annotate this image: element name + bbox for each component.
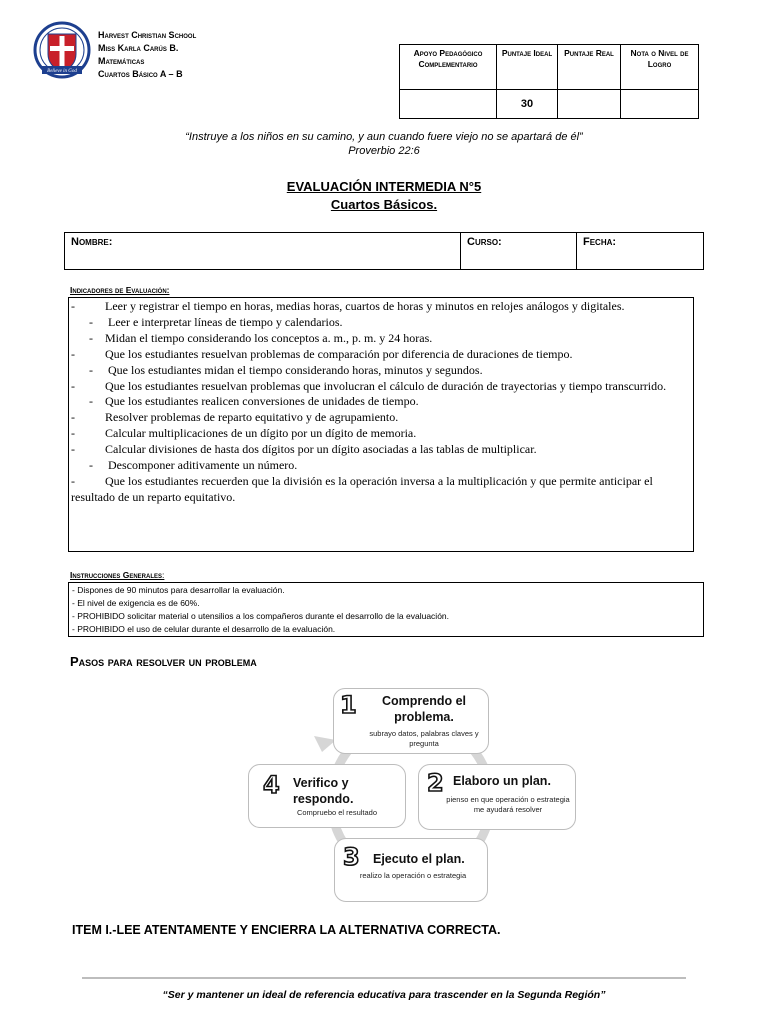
instructions-box (68, 582, 704, 637)
step-2-title: Elaboro un plan. (453, 774, 551, 788)
score-value-ideal: 30 (497, 90, 558, 119)
teacher-name: Miss Karla Carús B. (98, 43, 179, 53)
indicators-heading: Indicadores de Evaluación: (70, 285, 170, 295)
score-header-real: Puntaje Real (558, 45, 621, 90)
score-value-apoyo[interactable] (400, 90, 497, 119)
indicator-item: - Calcular divisiones de hasta dos dígitos por un dígito asociadas a las tablas de multiplicar. (71, 442, 537, 457)
indicator-item: - Resolver problemas de reparto equitativo y de agrupamiento. (71, 410, 399, 425)
score-header-ideal: Puntaje Ideal (497, 45, 558, 90)
quote-text: “Instruye a los niños en su camino, y aun cuando fuere viejo no se apartará de él” (185, 131, 583, 143)
date-field[interactable] (577, 233, 703, 269)
step-3-card (334, 838, 488, 902)
course-label: Curso: (467, 236, 502, 248)
steps-diagram (244, 684, 578, 910)
school-info (98, 29, 196, 81)
exam-title: EVALUACIÓN INTERMEDIA N°5 (286, 179, 482, 194)
student-info-box (64, 232, 704, 270)
school-name: Harvest Christian School (98, 30, 197, 40)
step-2-number-icon: 2 (427, 769, 444, 797)
step-1-title: Comprendo el problema. (381, 694, 467, 724)
school-crest-logo (33, 20, 91, 82)
indicator-item: - Que los estudiantes midan el tiempo considerando horas, minutos y segundos. (71, 362, 483, 377)
name-label: Nombre: (71, 236, 113, 248)
name-field[interactable] (65, 233, 461, 269)
score-table (399, 44, 699, 119)
instructions-heading: Instrucciones Generales: (70, 570, 165, 580)
instruction-item: - El nivel de exigencia es de 60%. (72, 598, 200, 608)
step-3-title: Ejecuto el plan. (373, 852, 465, 866)
indicator-item: - Calcular multiplicaciones de un dígito por un dígito de memoria. (71, 426, 417, 441)
indicator-item: - Midan el tiempo considerando los conceptos a. m., p. m. y 24 horas. (71, 330, 433, 345)
footer-motto: “Ser y mantener un ideal de referencia educativa para trascender en la Segunda Región” (162, 989, 606, 1001)
bible-quote (0, 130, 768, 158)
indicator-item: - Que los estudiantes resuelvan problemas de comparación por diferencia de duraciones de tiempo. (71, 346, 573, 361)
steps-heading: Pasos para resolver un problema (70, 654, 257, 669)
footer-divider (82, 977, 686, 979)
quote-reference: Proverbio 22:6 (348, 145, 420, 157)
course-group: Cuartos Básico A – B (98, 69, 183, 79)
page-title (0, 178, 768, 214)
course-field[interactable] (461, 233, 577, 269)
score-header-apoyo: Apoyo Pedagógico Complementario (400, 45, 497, 90)
step-4-title: Verifico y respondo. (293, 776, 354, 806)
date-label: Fecha: (583, 236, 617, 248)
step-3-number-icon: 3 (343, 843, 360, 871)
exam-subtitle: Cuartos Básicos. (330, 197, 438, 212)
indicator-item: - Leer e interpretar líneas de tiempo y calendarios. (71, 314, 343, 329)
subject-name: Matemáticas (98, 56, 145, 66)
step-4-subtitle: Compruebo el resultado (296, 808, 378, 817)
score-value-nota[interactable] (621, 90, 699, 119)
item-one-instruction: ITEM I.-LEE ATENTAMENTE Y ENCIERRA LA ALTERNATIVA CORRECTA. (72, 923, 501, 937)
indicator-item: - Que los estudiantes realicen conversiones de unidades de tiempo. (71, 394, 419, 409)
step-3-subtitle: realizo la operación o estrategia (359, 871, 467, 880)
step-2-subtitle: pienso en que operación o estrategia me ayudará resolver (446, 795, 570, 814)
instruction-item: - Dispones de 90 minutos para desarrollar la evaluación. (72, 585, 285, 595)
instruction-item: - PROHIBIDO solicitar material o utensilios a los compañeros durante el desarrollo de la evaluación. (72, 611, 450, 621)
indicator-item: - Leer y registrar el tiempo en horas, medias horas, cuartos de horas y minutos en relojes análogos y digitales. (71, 299, 625, 313)
step-1-number-icon: 1 (340, 691, 357, 719)
step-1-card (333, 688, 489, 754)
step-4-number-icon: 4 (263, 771, 280, 799)
step-2-card (418, 764, 576, 830)
indicator-item: - Que los estudiantes resuelvan problemas que involucran el cálculo de duración de trayectorias y tiempo transcurrido. (71, 378, 667, 393)
crest-motto: Believe in God (47, 69, 77, 74)
step-1-subtitle: subrayo datos, palabras claves y pregunta (369, 729, 479, 748)
indicator-item: - Que los estudiantes recuerden que la división es la operación inversa a la multiplicación y que permite anticipar el resultado de un reparto equitativo. (71, 473, 656, 504)
indicator-item: - Descomponer aditivamente un número. (71, 458, 298, 473)
instruction-item: - PROHIBIDO el uso de celular durante el desarrollo de la evaluación. (72, 624, 336, 634)
indicators-box (68, 297, 694, 552)
score-value-real[interactable] (558, 90, 621, 119)
score-header-nota: Nota o Nivel de Logro (621, 45, 699, 90)
step-4-card (248, 764, 406, 828)
